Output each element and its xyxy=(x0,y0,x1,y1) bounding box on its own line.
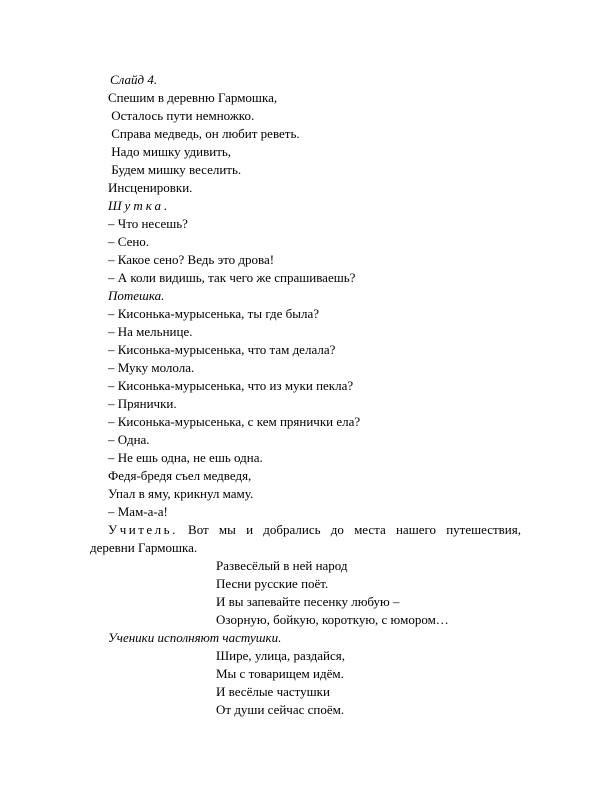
dialogue-line: – Одна. xyxy=(108,432,150,447)
verse-line: И весёлые частушки xyxy=(216,684,330,699)
dialogue-line: – Какое сено? Ведь это дрова! xyxy=(108,252,275,267)
section-heading-dramatizations: Инсценировки. xyxy=(108,180,193,195)
dialogue-line: – Кисонька-мурысенька, что там делала? xyxy=(108,342,336,357)
dialogue-line: – Кисонька-мурысенька, ты где была? xyxy=(108,306,320,321)
slide-title: Слайд 4. xyxy=(110,72,158,87)
teacher-speech: Вот мы и добрались до места нашего путешествия, xyxy=(177,522,521,537)
verse-line: Упал в яму, крикнул маму. xyxy=(108,486,254,501)
verse-line: Песни русские поёт. xyxy=(216,576,329,591)
dialogue-line: – Прянички. xyxy=(108,396,177,411)
dialogue-line: – На мельнице. xyxy=(108,324,193,339)
nursery-rhyme-heading: Потешка. xyxy=(108,288,165,303)
teacher-line-continuation: деревни Гармошка. xyxy=(90,540,198,555)
dialogue-line: – Кисонька-мурысенька, что из муки пекла? xyxy=(108,378,354,393)
dialogue-line: – Не ешь одна, не ешь одна. xyxy=(108,450,263,465)
verse-line: Развесёлый в ней народ xyxy=(216,558,348,573)
verse-line: Спешим в деревню Гармошка, xyxy=(108,90,278,105)
verse-line: И вы запевайте песенку любую – xyxy=(216,594,400,609)
verse-line: Федя-бредя съел медведя, xyxy=(108,468,252,483)
dialogue-line: – А коли видишь, так чего же спрашиваешь? xyxy=(108,270,356,285)
dialogue-line: – Кисонька-мурысенька, с кем прянички ела? xyxy=(108,414,361,429)
teacher-speaker: Учитель. xyxy=(108,522,178,537)
dialogue-line: – Муку молола. xyxy=(108,360,195,375)
verse-line: – Мам-а-а! xyxy=(108,504,168,519)
verse-line: Мы с товарищем идём. xyxy=(216,666,344,681)
verse-line: Осталось пути немножко. xyxy=(108,108,255,123)
verse-line: Шире, улица, раздайся, xyxy=(216,648,345,663)
stage-direction: Ученики исполняют частушки. xyxy=(108,630,282,645)
dialogue-line: – Сено. xyxy=(108,234,150,249)
verse-line: Надо мишку удивить, xyxy=(108,144,232,159)
verse-line: От души сейчас споём. xyxy=(216,702,345,717)
dialogue-line: – Что несешь? xyxy=(108,216,188,231)
verse-line: Будем мишку веселить. xyxy=(108,162,242,177)
verse-line: Справа медведь, он любит реветь. xyxy=(108,126,300,141)
verse-line: Озорную, бойкую, короткую, с юмором… xyxy=(216,612,449,627)
joke-heading: Шутка. xyxy=(108,198,171,213)
teacher-line xyxy=(108,521,521,538)
